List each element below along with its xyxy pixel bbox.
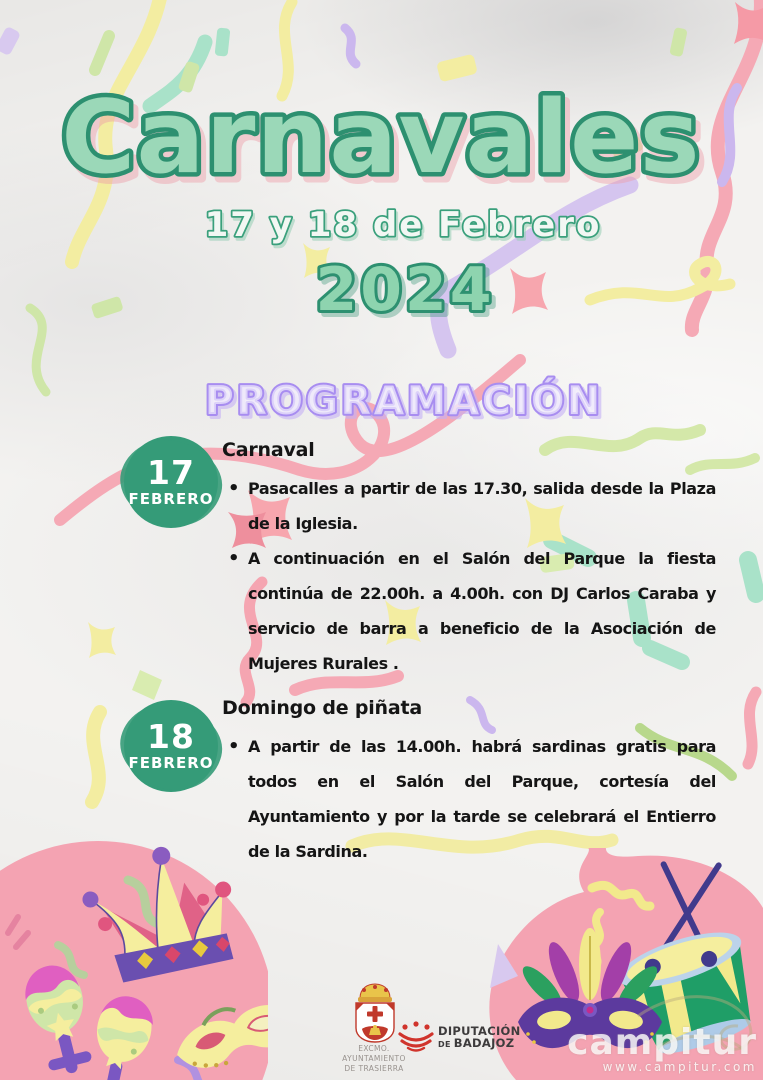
subtitle-text: 17 y 18 de Febrero: [204, 205, 602, 245]
council-line: EXCMO.: [358, 1044, 390, 1053]
watermark-name: campitur: [567, 1022, 757, 1063]
badge-month: FEBRERO: [128, 754, 214, 772]
diputacion-line2: DE BADAJOZ: [438, 1036, 515, 1050]
event-bullet: • A continuación en el Salón del Parque la fiesta continúa de 22.00h. a 4.00h. con DJ Carlos Caraba y servicio de barra a beneficio de la Asociación de Mujeres Rurales .: [222, 541, 716, 681]
event-domingo-pinata: [222, 696, 716, 869]
council-line: AYUNTAMIENTO: [342, 1054, 406, 1063]
event-bullet: • A partir de las 14.00h. habrá sardinas gratis para todos en el Salón del Parque, cortesía del Ayuntamiento y por la tarde se celebrará el Entierro de la Sardina.: [222, 729, 716, 869]
badge-month: FEBRERO: [128, 490, 214, 508]
title-text: Carnavales: [61, 78, 701, 196]
event-bullet: • Pasacalles a partir de las 17.30, salida desde la Plaza de la Iglesia.: [222, 471, 716, 541]
watermark-url: www.campitur.com: [602, 1060, 757, 1074]
event-heading: Carnaval: [222, 439, 315, 461]
date-badge-18-febrero: [124, 700, 218, 792]
program-heading-text: PROGRAMACIÓN: [205, 379, 603, 424]
event-carnaval: [222, 438, 716, 681]
poster-title: [0, 56, 763, 214]
poster-year: [0, 250, 763, 330]
watermark: [567, 1022, 757, 1074]
badge-day: 18: [147, 717, 195, 756]
year-text: 2024: [315, 255, 495, 325]
event-heading: Domingo de piñata: [222, 697, 422, 719]
council-line: DE TRASIERRA: [344, 1064, 404, 1073]
diputacion-badajoz-icon: [396, 1020, 436, 1054]
carnival-items-illustration: [0, 835, 268, 1080]
diputacion-line1: DIPUTACIÓN: [438, 1024, 521, 1038]
program-heading: [0, 370, 763, 434]
poster-subtitle: [0, 198, 763, 254]
diputacion-badajoz-label: [438, 1025, 521, 1051]
date-badge-17-febrero: [124, 436, 218, 528]
badge-day: 17: [147, 453, 195, 492]
